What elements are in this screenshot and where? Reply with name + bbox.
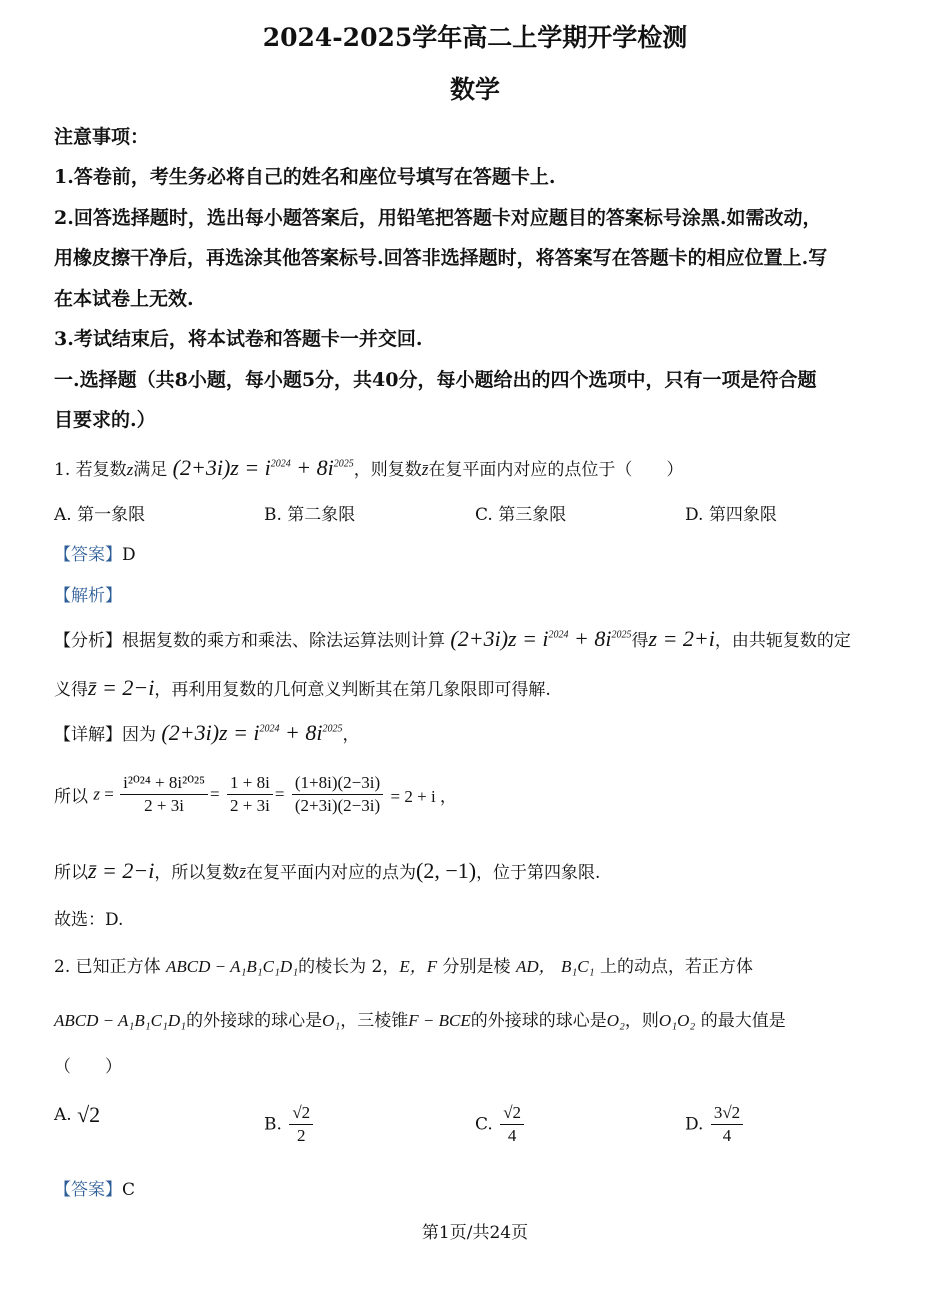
- section-heading-line-2: 目要求的.）: [54, 409, 156, 431]
- q2-option-b: B. $\frac{√2}{2}$: [264, 1102, 315, 1147]
- q2-option-c: C. $\frac{√2}{4}$: [475, 1102, 526, 1147]
- q1-fenxi-line-1: 【分析】根据复数的乘方和乘法、除法运算法则计算 $(2+3i)z = i^{2024} + 8i^{2025}$得z = 2+i，由共轭复数的定: [54, 626, 851, 651]
- q2-line-1: 2. 已知正方体 ABCD − A₁B₁C₁D₁的棱长为 2，E，F 分别是棱 AD， B₁C₁ 上的动点，若正方体: [54, 957, 753, 977]
- q1-conclusion: 所以z̄ = 2−i，所以复数z̄在复平面内对应的点为(2, −1)，位于第四象限.: [54, 858, 601, 883]
- section-heading-line-1: 一.选择题（共8小题，每小题5分，共40分，每小题给出的四个选项中，只有一项是符合题: [54, 369, 817, 391]
- notice-item-2-line-2: 用橡皮擦干净后，再选涂其他答案标号.回答非选择题时，将答案写在答题卡的相应位置上.写: [54, 247, 828, 269]
- page-title: 2024-2025学年高二上学期开学检测: [262, 23, 688, 52]
- notice-item-2-line-3: 在本试卷上无效.: [54, 288, 194, 310]
- q2-option-a: A. √2: [54, 1102, 101, 1127]
- notice-item-1: 1.答卷前，考生务必将自己的姓名和座位号填写在答题卡上.: [54, 166, 556, 188]
- q1-answer: 【答案】D: [54, 545, 136, 565]
- q1-fenxi-line-2: 义得z̄ = 2−i，再利用复数的几何意义判断其在第几象限即可得解.: [54, 675, 551, 700]
- q1-xiangjie: 【详解】因为 $(2+3i)z = i^{2024} + 8i^{2025}$，: [54, 720, 360, 745]
- q1-option-d: D. 第四象限: [685, 505, 777, 525]
- q1-option-b: B. 第二象限: [264, 505, 356, 525]
- q2-answer: 【答案】C: [54, 1180, 136, 1200]
- q1-option-c: C. 第三象限: [475, 505, 567, 525]
- q1-stem: 1. 若复数z满足 $(2+3i)z = i^{2024} + 8i^{2025}$，则复数z̄在复平面内对应的点位于（ ）: [54, 455, 684, 480]
- notice-item-2-line-1: 2.回答选择题时，选出每小题答案后，用铅笔把答题卡对应题目的答案标号涂黑.如需改动，: [54, 207, 822, 229]
- q1-derivation: 所以 z = $\frac{\text{i²⁰²⁴ + 8i²⁰²⁵}}{2 + 3i}$ = $\frac{1 + 8i}{2 + 3i}$ = $\frac{(1+8i)(2-3i)}{(2+3i)(2-3i)}$ = 2 + i ，: [54, 773, 457, 815]
- q2-line-3: （ ）: [54, 1057, 122, 1077]
- q1-option-a: A. 第一象限: [54, 505, 146, 525]
- page-number: 第1页/共24页: [421, 1223, 529, 1243]
- subject-title: 数学: [449, 75, 500, 104]
- q1-analysis-tag: 【解析】: [54, 586, 122, 606]
- notice-heading: 注意事项：: [54, 126, 150, 148]
- q1-equation: $(2+3i)z = i^{2024} + 8i^{2025}$: [172, 455, 354, 480]
- q1-choice: 故选：D.: [54, 910, 124, 930]
- notice-item-3: 3.考试结束后，将本试卷和答题卡一并交回.: [54, 328, 423, 350]
- q2-option-d: D. $\frac{3√2}{4}$: [685, 1102, 745, 1147]
- q2-line-2: ABCD − A₁B₁C₁D₁的外接球的球心是O₁，三棱锥F − BCE的外接球的球心是O₂，则O₁O₂ 的最大值是: [54, 1011, 786, 1031]
